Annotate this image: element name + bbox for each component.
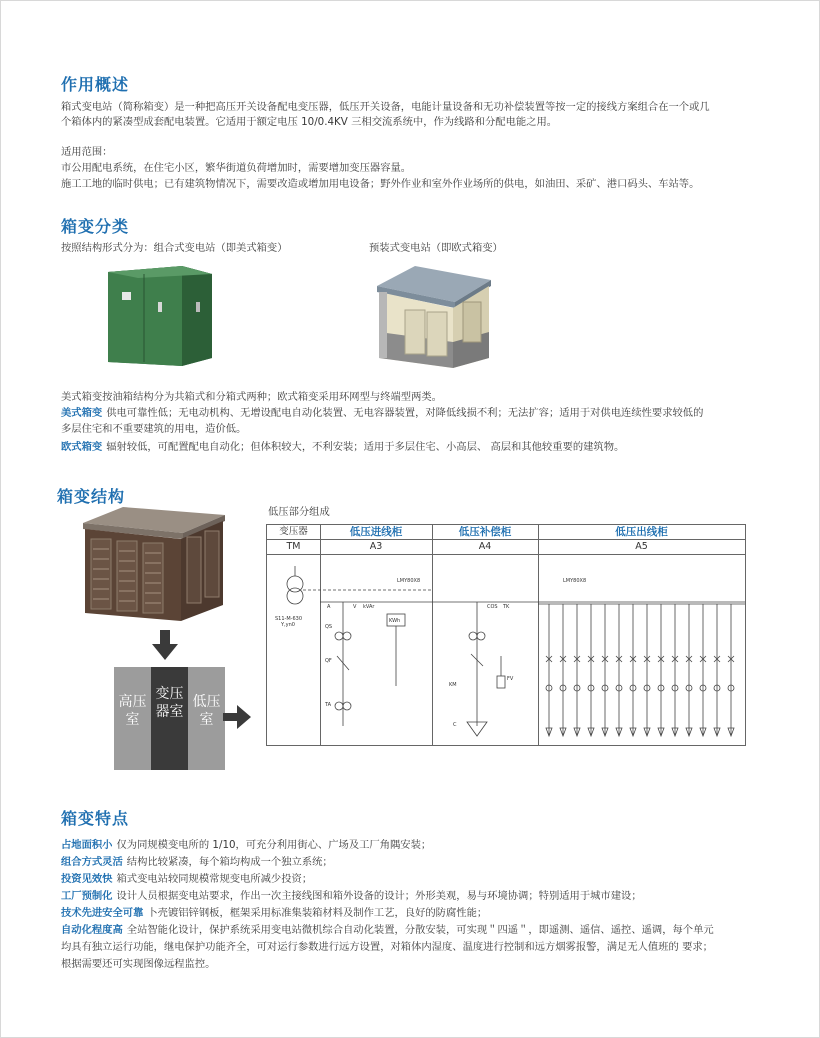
schematic-code-row xyxy=(267,540,745,555)
low-voltage-title: 低压部分组成 xyxy=(268,506,330,518)
down-arrow-icon xyxy=(150,630,180,662)
low-voltage-schematic xyxy=(266,524,746,746)
room-low-voltage: 低压室 xyxy=(188,667,225,770)
label-v: V xyxy=(353,604,357,610)
us-box-description xyxy=(61,406,703,421)
overview-paragraph-line2: 个箱体内的紧凑型成套配电装置。它适用于额定电压 10/0.4KV 三相交流系统中，作为线路和分配电能之用。 xyxy=(61,116,558,128)
code-a3: A3 xyxy=(369,541,383,552)
header-transformer: 变压器 xyxy=(279,526,308,537)
feature-label-6: 自动化程度高 xyxy=(61,924,123,936)
feature-item-2 xyxy=(61,855,333,870)
right-arrow-icon xyxy=(223,705,251,729)
label-transformer: S11-M-630 xyxy=(275,616,303,622)
feature-label-2: 组合方式灵活 xyxy=(61,856,123,868)
feature-label-1: 占地面积小 xyxy=(61,839,113,851)
header-incoming-cabinet: 低压进线柜 xyxy=(349,526,403,538)
feature-item-1 xyxy=(61,838,431,853)
scope-label: 适用范围： xyxy=(61,146,113,158)
feature-item-5 xyxy=(61,906,487,921)
label-kwh: KWh xyxy=(389,618,401,624)
label-a: A xyxy=(327,604,331,610)
label-qf: QF xyxy=(325,658,332,664)
feature-text-4: 设计人员根据变电站要求，作出一次主接线图和箱外设备的设计；外形美观，易与环境协调；特别适用于城市建设； xyxy=(116,890,642,902)
eu-box-label: 欧式箱变 xyxy=(61,441,103,453)
eu-box-description xyxy=(61,440,624,455)
room-high-voltage: 高压室 xyxy=(114,667,151,770)
label-km: KM xyxy=(449,682,457,688)
label-lmy2: LMY80X8 xyxy=(563,578,587,584)
label-var: kVAr xyxy=(363,604,375,610)
section-title-features: 箱变特点 xyxy=(61,809,130,828)
feature-label-3: 投资见效快 xyxy=(61,873,113,885)
schematic-header-row xyxy=(267,525,745,540)
feature-label-4: 工厂预制化 xyxy=(61,890,113,902)
feature-text-6: 全站智能化设计，保护系统采用变电站微机综合自动化装置，分散安装，可实现＂四遥＂，即遥测、遥信、遥控、遥调，每个单元 xyxy=(126,924,714,936)
feature-continuation-2: 根据需要还可实现图像远程监控。 xyxy=(61,958,216,970)
feature-label-5: 技术先进安全可靠 xyxy=(61,907,144,919)
header-outgoing-cabinet: 低压出线柜 xyxy=(615,526,668,538)
code-a5: A5 xyxy=(635,541,648,552)
overview-paragraph-line1: 箱式变电站（简称箱变）是一种把高压开关设备配电变压器，低压开关设备，电能计量设备和无功补偿装置等按一定的接线方案组合在一个或几 xyxy=(61,101,710,113)
code-a4: A4 xyxy=(478,541,492,552)
feature-text-1: 仅为同规模变电所的 1/10，可充分利用街心、广场及工厂角隅安装； xyxy=(116,839,432,851)
wiring-diagram xyxy=(267,556,745,745)
european-box-image xyxy=(375,262,493,370)
label-fv: FV xyxy=(507,676,514,682)
scope-line1: 市公用配电系统，在住宅小区，繁华街道负荷增加时，需要增加变压器容量。 xyxy=(61,162,412,174)
section-title-classification: 箱变分类 xyxy=(61,217,130,236)
scope-line2: 施工工地的临时供电；已有建筑物情况下，需要改造或增加用电设备；野外作业和室外作业场所的供电，如油田、采矿、港口码头、车站等。 xyxy=(61,178,700,190)
eu-box-text: 辐射较低，可配置配电自动化；但体积较大，不利安装；适用于多层住宅、小高层、 高层和其他较重要的建筑物。 xyxy=(106,441,625,453)
label-c: C xyxy=(453,722,457,728)
feature-text-5: 卜壳镀铝锌钢板，框架采用标准集装箱材料及制作工艺，良好的防腐性能； xyxy=(147,907,488,919)
label-yyn: Y,yn0 xyxy=(281,622,295,628)
label-ta: TA xyxy=(325,702,332,708)
feature-item-4 xyxy=(61,889,642,904)
feature-continuation-1: 均具有独立运行功能，继电保护功能齐全，可对运行参数进行远方设置，对箱体内湿度、温度进行控制和远方烟雾报警，满足无人值班的 要求； xyxy=(61,941,713,953)
substation-box-image xyxy=(79,505,227,623)
section-title-overview: 作用概述 xyxy=(61,75,130,94)
feature-item-3 xyxy=(61,872,312,887)
classification-line1: 美式箱变按油箱结构分为共箱式和分箱式两种；欧式箱变采用环网型与终端型两类。 xyxy=(61,391,442,403)
european-box-caption: 预装式变电站（即欧式箱变） xyxy=(369,242,503,254)
room-transformer: 变压器室 xyxy=(151,667,188,770)
code-tm: TM xyxy=(286,541,301,552)
label-qs: QS xyxy=(325,624,333,630)
us-box-text2: 多层住宅和不重要建筑的用电，造价低。 xyxy=(61,423,247,435)
american-box-image xyxy=(100,262,216,368)
feature-text-3: 箱式变电站较同规模常规变电所减少投资； xyxy=(116,873,313,885)
rooms-diagram xyxy=(114,667,225,770)
feature-item-6 xyxy=(61,923,714,938)
us-box-text1: 供电可靠性低；无电动机构、无增设配电自动化装置、无电容器装置，对降低线损不利；无法扩容；适用于对供电连续性要求较低的 xyxy=(106,407,704,419)
american-box-caption: 按照结构形式分为：组合式变电站（即美式箱变） xyxy=(61,242,288,254)
us-box-label: 美式箱变 xyxy=(61,407,103,419)
header-compensation-cabinet: 低压补偿柜 xyxy=(458,526,512,538)
section-title-structure: 箱变结构 xyxy=(57,487,126,506)
feature-text-2: 结构比较紧凑，每个箱均构成一个独立系统； xyxy=(126,856,333,868)
label-tk: TK xyxy=(503,604,510,610)
label-cos: COS xyxy=(487,604,498,610)
label-lmy1: LMY80X8 xyxy=(397,578,421,584)
